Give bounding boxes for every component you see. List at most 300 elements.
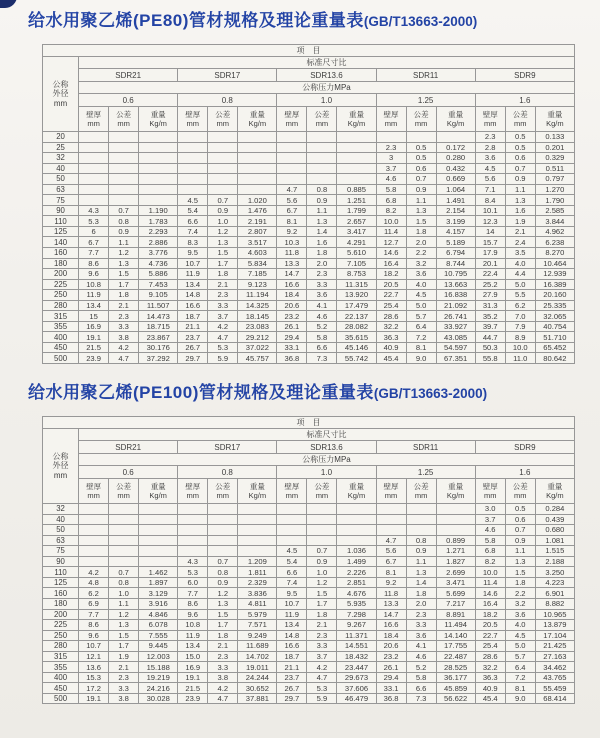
value-cell: 0.9 [307,195,337,206]
nominal-diameter-cell: 180 [43,258,79,269]
value-cell [208,184,238,195]
value-cell: 45.146 [337,342,376,353]
value-cell: 1.271 [436,546,475,557]
value-cell: 13.3 [376,598,406,609]
value-cell: 0.7 [307,546,337,557]
value-cell: 11.689 [238,641,277,652]
value-cell: 5.935 [337,598,376,609]
value-cell: 1.8 [109,290,139,301]
value-cell: 3.8 [109,332,139,343]
value-cell: 0.329 [535,153,574,164]
sdr-value: SDR17 [178,441,277,454]
table-row [43,525,575,536]
table-row [43,588,575,599]
value-cell: 1.515 [535,546,574,557]
value-cell [79,504,109,515]
value-cell [109,535,139,546]
value-cell: 20.6 [277,300,307,311]
value-cell: 23.2 [376,651,406,662]
value-cell: 31.3 [475,300,505,311]
nominal-diameter-cell: 90 [43,205,79,216]
value-cell [337,174,376,185]
value-cell: 12.7 [376,237,406,248]
nominal-diameter-cell: 280 [43,641,79,652]
value-cell: 7.453 [139,279,178,290]
value-cell [139,132,178,143]
value-cell: 10.0 [376,216,406,227]
value-cell: 11.9 [79,290,109,301]
value-cell: 11.0 [505,353,535,364]
table-row [43,311,575,322]
value-cell: 1.811 [238,567,277,578]
value-cell [337,163,376,174]
pressure-value: 1.6 [475,466,574,479]
value-cell: 0.439 [535,514,574,525]
value-cell: 2.1 [307,620,337,631]
value-cell: 1.8 [208,630,238,641]
table-row [43,142,575,153]
unit-header-cell: 重量 Kg/m [535,107,574,132]
value-cell: 14.473 [139,311,178,322]
value-cell: 4.7 [109,353,139,364]
nominal-diameter-cell: 90 [43,556,79,567]
value-cell: 9.249 [238,630,277,641]
table-row [43,258,575,269]
nominal-diameter-cell: 63 [43,184,79,195]
value-cell: 29.7 [178,353,208,364]
value-cell: 12.1 [79,651,109,662]
value-cell [109,525,139,536]
unit-header-cell: 重量 Kg/m [436,107,475,132]
table-row [43,546,575,557]
value-cell: 3.7 [208,311,238,322]
table-row [43,248,575,259]
nominal-diameter-cell: 180 [43,598,79,609]
value-cell: 2.293 [139,226,178,237]
value-cell [337,514,376,525]
value-cell: 4.2 [307,662,337,673]
value-cell: 3.3 [307,279,337,290]
value-cell: 5.7 [505,651,535,662]
value-cell: 1.3 [208,598,238,609]
value-cell: 8.4 [475,195,505,206]
value-cell: 21.1 [277,662,307,673]
value-cell: 9.2 [376,577,406,588]
value-cell: 5.6 [277,195,307,206]
value-cell: 5.8 [406,672,436,683]
table-row [43,269,575,280]
unit-header-cell: 壁厚 mm [277,479,307,504]
value-cell: 5.3 [208,342,238,353]
value-cell: 18.7 [178,311,208,322]
item-header: 项 目 [43,45,575,57]
value-cell: 21.092 [436,300,475,311]
value-cell: 11.9 [178,630,208,641]
value-cell [79,163,109,174]
value-cell: 1.1 [109,598,139,609]
value-cell: 3.3 [208,662,238,673]
value-cell: 5.9 [208,353,238,364]
value-cell [208,132,238,143]
value-cell [238,142,277,153]
value-cell: 4.6 [307,311,337,322]
value-cell [178,132,208,143]
pe80-title [28,0,600,33]
value-cell: 1.783 [139,216,178,227]
value-cell: 13.6 [79,662,109,673]
value-cell [277,504,307,515]
value-cell: 1.897 [139,577,178,588]
value-cell: 23.7 [178,332,208,343]
value-cell: 6.4 [406,321,436,332]
value-cell: 18.4 [376,630,406,641]
table-row [43,577,575,588]
nominal-diameter-cell: 32 [43,504,79,515]
value-cell: 2.886 [139,237,178,248]
value-cell [337,535,376,546]
sdr-row-label: 标准尺寸比 [79,57,575,69]
value-cell [79,556,109,567]
item-header: 项 目 [43,417,575,429]
value-cell: 7.4 [178,226,208,237]
value-cell: 0.280 [436,153,475,164]
table-row [43,620,575,631]
value-cell: 4.0 [505,258,535,269]
sdr-value: SDR9 [475,69,574,82]
value-cell: 18.7 [277,651,307,662]
value-cell: 26.1 [376,662,406,673]
value-cell: 22.487 [436,651,475,662]
table-row [43,651,575,662]
value-cell: 4.291 [337,237,376,248]
value-cell [376,514,406,525]
value-cell [79,142,109,153]
value-cell: 4.8 [79,577,109,588]
sdr-value: SDR11 [376,441,475,454]
value-cell: 1.827 [436,556,475,567]
value-cell [139,195,178,206]
value-cell: 20.5 [475,620,505,631]
value-cell: 14.7 [376,609,406,620]
value-cell: 1.5 [208,609,238,620]
value-cell: 37.881 [238,693,277,704]
value-cell: 37.606 [337,683,376,694]
value-cell: 18.4 [277,290,307,301]
nominal-diameter-cell: 500 [43,353,79,364]
value-cell: 1.9 [505,216,535,227]
value-cell: 23.2 [277,311,307,322]
value-cell: 56.622 [436,693,475,704]
value-cell: 3.5 [505,248,535,259]
value-cell [277,525,307,536]
pressure-value: 0.8 [178,94,277,107]
value-cell [337,525,376,536]
value-cell: 0.6 [406,163,436,174]
value-cell: 1.251 [337,195,376,206]
value-cell: 2.2 [505,588,535,599]
nominal-diameter-cell: 110 [43,216,79,227]
value-cell: 12.939 [535,269,574,280]
value-cell: 2.807 [238,226,277,237]
value-cell: 32.2 [475,662,505,673]
value-cell: 2.226 [337,567,376,578]
value-cell: 5.886 [139,269,178,280]
value-cell: 7.7 [79,248,109,259]
value-cell: 27.9 [475,290,505,301]
value-cell: 4.5 [277,546,307,557]
value-cell: 33.1 [376,683,406,694]
value-cell: 30.176 [139,342,178,353]
outer-diameter-line1: 公称 [52,451,69,461]
value-cell: 5.2 [307,321,337,332]
nominal-diameter-cell: 40 [43,163,79,174]
value-cell: 3.3 [406,620,436,631]
value-cell: 9.5 [178,248,208,259]
value-cell: 1.2 [208,226,238,237]
sdr-value: SDR9 [475,441,574,454]
value-cell: 1.3 [505,556,535,567]
value-cell: 5.8 [307,332,337,343]
value-cell: 19.219 [139,672,178,683]
pressure-value: 0.6 [79,466,178,479]
value-cell: 16.389 [535,279,574,290]
value-cell: 4.157 [436,226,475,237]
value-cell: 11.315 [337,279,376,290]
table-row [43,184,575,195]
unit-header-cell: 重量 Kg/m [535,479,574,504]
value-cell: 45.757 [238,353,277,364]
value-cell: 16.9 [178,662,208,673]
value-cell: 1.8 [307,248,337,259]
value-cell: 29.7 [277,693,307,704]
value-cell: 1.1 [406,195,436,206]
value-cell: 67.351 [436,353,475,364]
value-cell: 4.603 [238,248,277,259]
value-cell [376,504,406,515]
nominal-diameter-cell: 400 [43,672,79,683]
value-cell: 4.962 [535,226,574,237]
value-cell: 6.2 [79,588,109,599]
value-cell: 0.5 [406,153,436,164]
value-cell: 3.2 [505,598,535,609]
value-cell: 16.4 [475,598,505,609]
nominal-diameter-cell: 225 [43,279,79,290]
value-cell: 0.7 [505,163,535,174]
value-cell: 13.3 [277,258,307,269]
value-cell: 5.9 [307,693,337,704]
value-cell: 28.6 [376,311,406,322]
value-cell: 17.755 [436,641,475,652]
sdr-row-label: 标准尺寸比 [79,429,575,441]
value-cell [139,153,178,164]
value-cell: 0.7 [109,567,139,578]
value-cell: 23.7 [277,672,307,683]
value-cell: 11.371 [337,630,376,641]
value-cell: 4.5 [475,163,505,174]
value-cell: 8.891 [436,609,475,620]
unit-header-cell: 壁厚 mm [475,479,505,504]
nominal-diameter-cell: 40 [43,514,79,525]
value-cell: 9.0 [406,353,436,364]
value-cell: 4.5 [505,630,535,641]
pressure-value: 0.6 [79,94,178,107]
value-cell: 4.7 [208,693,238,704]
nominal-diameter-cell: 125 [43,577,79,588]
value-cell [376,132,406,143]
value-cell: 27.163 [535,651,574,662]
value-cell [79,546,109,557]
value-cell: 11.4 [376,226,406,237]
outer-diameter-line1: 公称 [52,79,69,89]
value-cell: 3.3 [109,321,139,332]
value-cell: 2.3 [208,651,238,662]
unit-header-cell: 公差 mm [208,479,238,504]
pressure-value: 0.8 [178,466,277,479]
value-cell: 4.676 [337,588,376,599]
nominal-diameter-cell: 75 [43,546,79,557]
nominal-diameter-cell: 450 [43,683,79,694]
value-cell: 5.3 [79,216,109,227]
nominal-diameter-cell: 63 [43,535,79,546]
value-cell [307,142,337,153]
value-cell [109,163,139,174]
value-cell [208,142,238,153]
value-cell: 1.2 [109,248,139,259]
value-cell [109,184,139,195]
value-cell: 6.4 [505,662,535,673]
value-cell [79,132,109,143]
value-cell: 9.5 [277,588,307,599]
table-row [43,567,575,578]
value-cell: 15.7 [475,237,505,248]
value-cell: 5.610 [337,248,376,259]
value-cell: 10.8 [178,620,208,631]
table-row [43,662,575,673]
value-cell: 23.9 [79,353,109,364]
value-cell: 1.3 [208,237,238,248]
value-cell: 5.4 [277,556,307,567]
value-cell: 2.4 [505,237,535,248]
value-cell: 22.137 [337,311,376,322]
value-cell: 14.8 [178,290,208,301]
value-cell: 9.123 [238,279,277,290]
value-cell: 54.597 [436,342,475,353]
value-cell: 1.2 [109,609,139,620]
value-cell: 8.753 [337,269,376,280]
value-cell: 20.5 [376,279,406,290]
value-cell: 1.036 [337,546,376,557]
unit-header-cell: 重量 Kg/m [337,479,376,504]
value-cell: 1.5 [109,630,139,641]
nominal-diameter-cell: 25 [43,142,79,153]
value-cell: 28.6 [475,651,505,662]
value-cell: 17.104 [535,630,574,641]
value-cell: 1.8 [406,226,436,237]
value-cell: 17.9 [475,248,505,259]
outer-diameter-header [43,57,79,132]
value-cell: 16.6 [376,620,406,631]
value-cell: 5.5 [505,290,535,301]
value-cell: 1.6 [307,237,337,248]
value-cell [79,153,109,164]
unit-header-cell: 壁厚 mm [178,107,208,132]
value-cell: 1.5 [505,567,535,578]
value-cell [208,163,238,174]
unit-header-cell: 公差 mm [307,479,337,504]
value-cell: 2.0 [406,237,436,248]
value-cell: 5.8 [376,184,406,195]
value-cell: 2.3 [109,672,139,683]
value-cell: 1.7 [208,620,238,631]
value-cell: 65.452 [535,342,574,353]
pe80-title-text: 给水用聚乙烯(PE80)管材规格及理论重量表 [28,11,364,30]
value-cell: 0.7 [208,556,238,567]
value-cell [178,504,208,515]
value-cell: 4.7 [277,184,307,195]
value-cell: 10.795 [436,269,475,280]
value-cell: 1.2 [208,588,238,599]
value-cell: 11.9 [178,269,208,280]
value-cell: 0.797 [535,174,574,185]
outer-diameter-line3: mm [53,98,68,108]
value-cell: 5.2 [406,662,436,673]
value-cell: 3.6 [475,153,505,164]
value-cell: 2.699 [436,567,475,578]
nominal-diameter-cell: 400 [43,332,79,343]
value-cell: 0.9 [109,226,139,237]
value-cell: 3.776 [139,248,178,259]
pe80-section [0,0,600,364]
value-cell [238,535,277,546]
value-cell: 9.2 [277,226,307,237]
value-cell: 19.1 [79,332,109,343]
value-cell: 2.1 [109,662,139,673]
value-cell: 29.4 [376,672,406,683]
value-cell [139,142,178,153]
outer-diameter-line2: 外径 [52,461,69,471]
value-cell: 18.145 [238,311,277,322]
value-cell: 1.790 [535,195,574,206]
value-cell: 6.078 [139,620,178,631]
value-cell: 0.9 [208,577,238,588]
value-cell: 29.212 [238,332,277,343]
value-cell [208,514,238,525]
unit-header-cell: 重量 Kg/m [337,107,376,132]
value-cell: 9.445 [139,641,178,652]
value-cell: 8.2 [376,205,406,216]
value-cell: 0.9 [505,535,535,546]
value-cell: 25.4 [376,300,406,311]
value-cell: 43.085 [436,332,475,343]
value-cell: 4.5 [406,290,436,301]
pe80-table [42,44,575,364]
unit-header-cell: 重量 Kg/m [436,479,475,504]
value-cell: 1.270 [535,184,574,195]
value-cell: 9.0 [505,693,535,704]
value-cell: 11.194 [238,290,277,301]
value-cell: 1.8 [208,269,238,280]
value-cell: 0.5 [505,142,535,153]
value-cell [238,504,277,515]
table-row [43,342,575,353]
value-cell: 0.8 [109,577,139,588]
value-cell [139,184,178,195]
table-row [43,195,575,206]
value-cell: 19.011 [238,662,277,673]
value-cell: 0.899 [436,535,475,546]
value-cell [139,514,178,525]
outer-diameter-line3: mm [53,470,68,480]
